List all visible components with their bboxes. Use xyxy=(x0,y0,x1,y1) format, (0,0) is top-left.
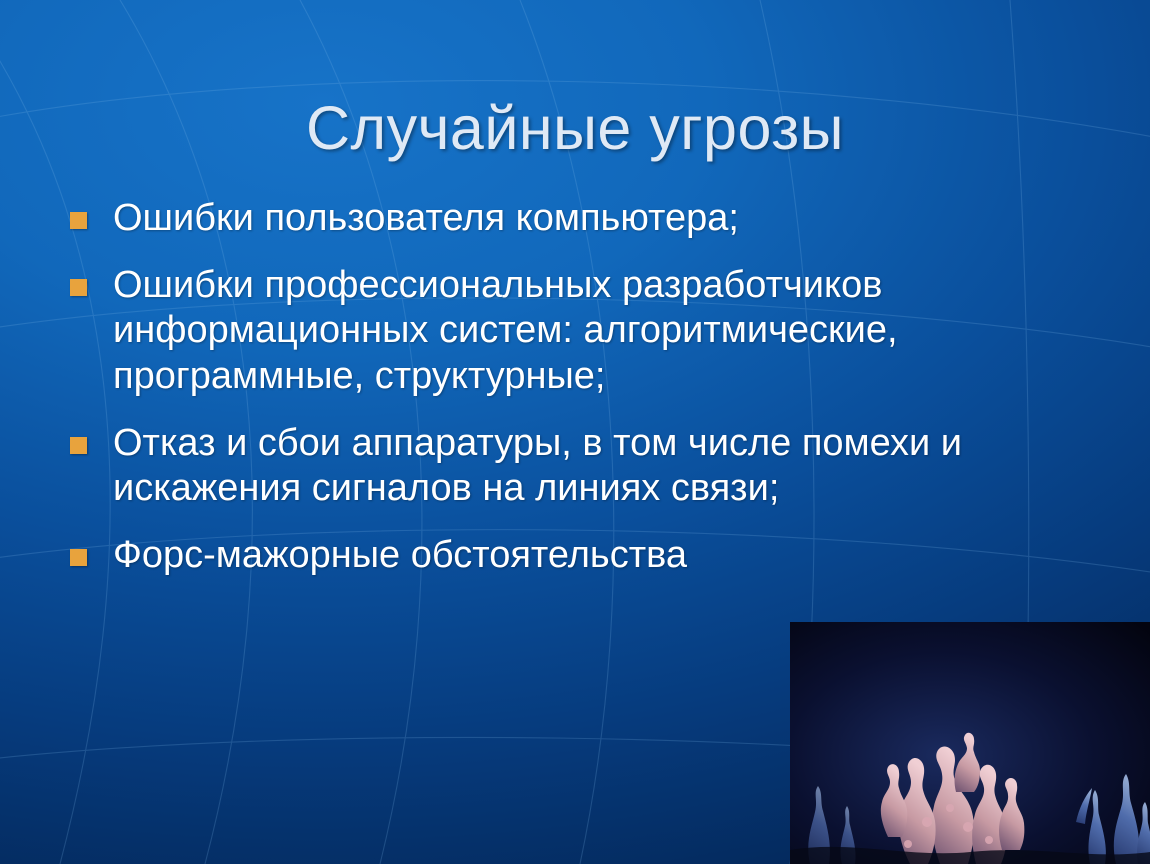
coral-reef-image xyxy=(790,622,1150,864)
bullet-square-icon xyxy=(70,279,87,296)
list-item-text: Ошибки профессиональных разработчиков информационных систем: алгоритмические, программные, структурные; xyxy=(113,264,898,397)
bullet-list xyxy=(70,196,1080,601)
list-item-text: Отказ и сбои аппаратуры, в том числе помехи и искажения сигналов на линиях связи; xyxy=(113,421,962,510)
bullet-square-icon xyxy=(70,549,87,566)
list-item xyxy=(70,196,1080,241)
list-item-text: Ошибки пользователя компьютера; xyxy=(113,197,739,239)
list-item-text: Форс-мажорные обстоятельства xyxy=(113,534,688,577)
list-item xyxy=(70,533,1080,578)
bullet-square-icon xyxy=(70,437,87,454)
list-item xyxy=(70,263,1080,399)
list-item xyxy=(70,421,1080,511)
slide-title: Случайные угрозы xyxy=(305,93,845,162)
bullet-square-icon xyxy=(70,212,87,229)
